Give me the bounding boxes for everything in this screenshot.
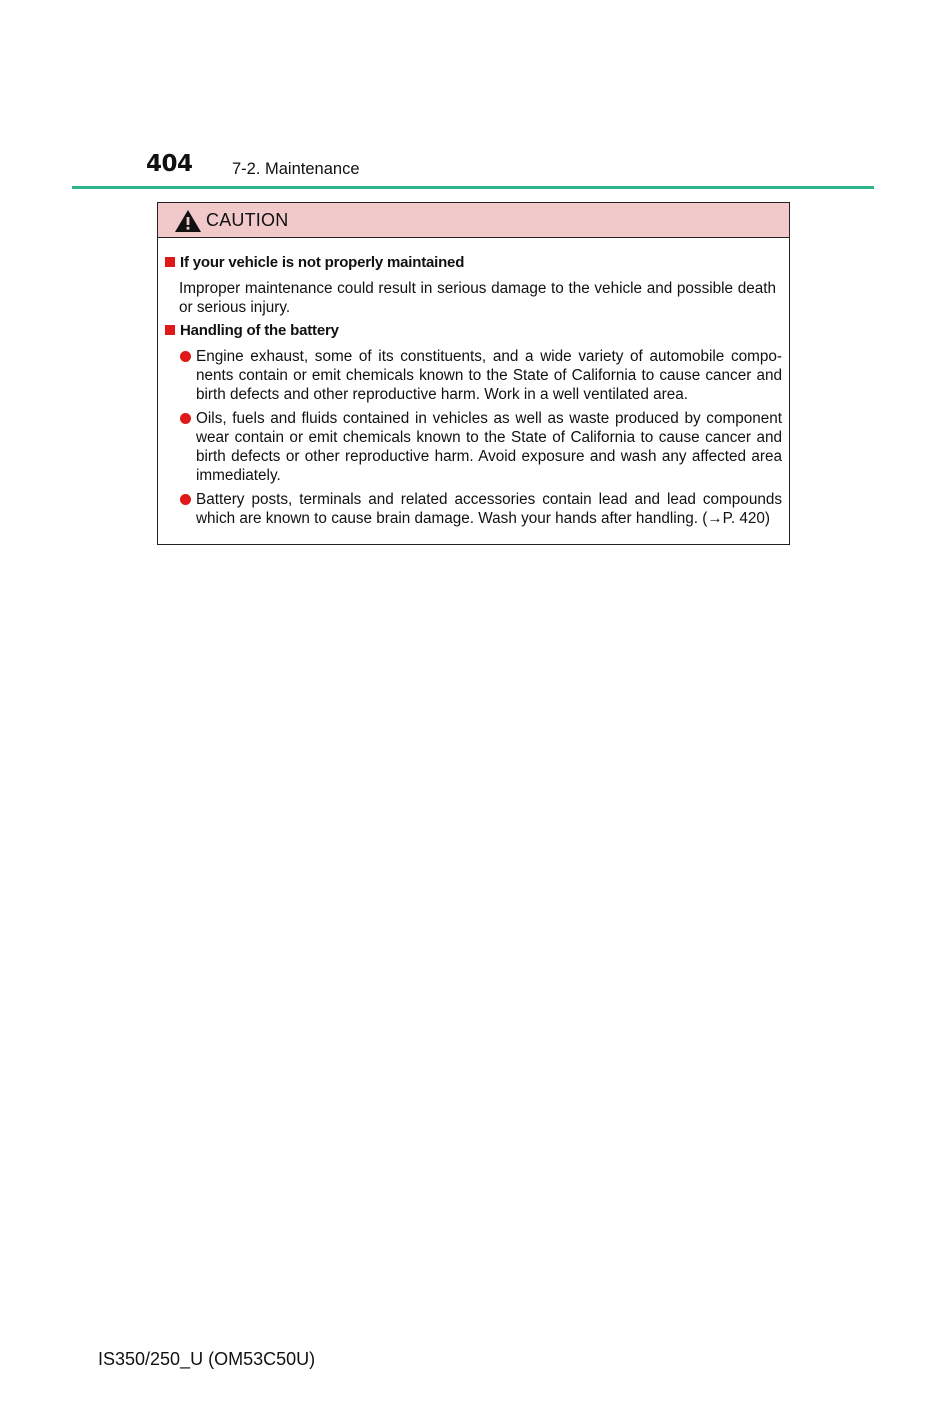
list-item xyxy=(180,409,782,485)
square-bullet-icon xyxy=(165,257,175,267)
footer-model-code: IS350/250_U (OM53C50U) xyxy=(98,1349,316,1369)
maintenance-paragraph: Improper maintenance could result in serious damage to the vehicle and possible death or serious injury. xyxy=(179,280,776,316)
round-bullet-icon xyxy=(180,494,191,505)
bullet-text: Oils, fuels and fluids contained in vehicles as well as waste produced by component wear contain or emit chemicals known to the State of California to cause cancer and birth defects or other reproductive harm. Avoid exposure and wash any affected area immediately. xyxy=(196,410,782,484)
round-bullet-icon xyxy=(180,413,191,424)
square-bullet-icon xyxy=(165,325,175,335)
section-title: 7-2. Maintenance xyxy=(232,160,360,178)
section-heading-battery xyxy=(165,321,339,340)
caution-header xyxy=(158,203,789,238)
round-bullet-icon xyxy=(180,351,191,362)
section-heading-text: If your vehicle is not properly maintained xyxy=(180,254,465,271)
list-item xyxy=(180,347,782,404)
page-number: 404 xyxy=(146,151,193,177)
list-item xyxy=(180,490,782,528)
caution-box xyxy=(157,202,790,545)
bullet-text: Battery posts, terminals and related accessories contain lead and lead compounds which are known to cause brain damage. Wash your hands after handling. (→P. 420) xyxy=(196,491,782,527)
header-rule xyxy=(72,186,874,189)
caution-label: CAUTION xyxy=(206,210,289,230)
warning-triangle-icon xyxy=(174,209,202,233)
section-heading-text: Handling of the battery xyxy=(180,322,339,339)
section-heading-maintenance xyxy=(165,253,464,272)
bullet-text: Engine exhaust, some of its constituents, and a wide variety of automobile compo-nents contain or emit chemicals known to the State of California to cause cancer and birth defects and other reproductive harm. Work in a well ventilated area. xyxy=(196,348,782,403)
